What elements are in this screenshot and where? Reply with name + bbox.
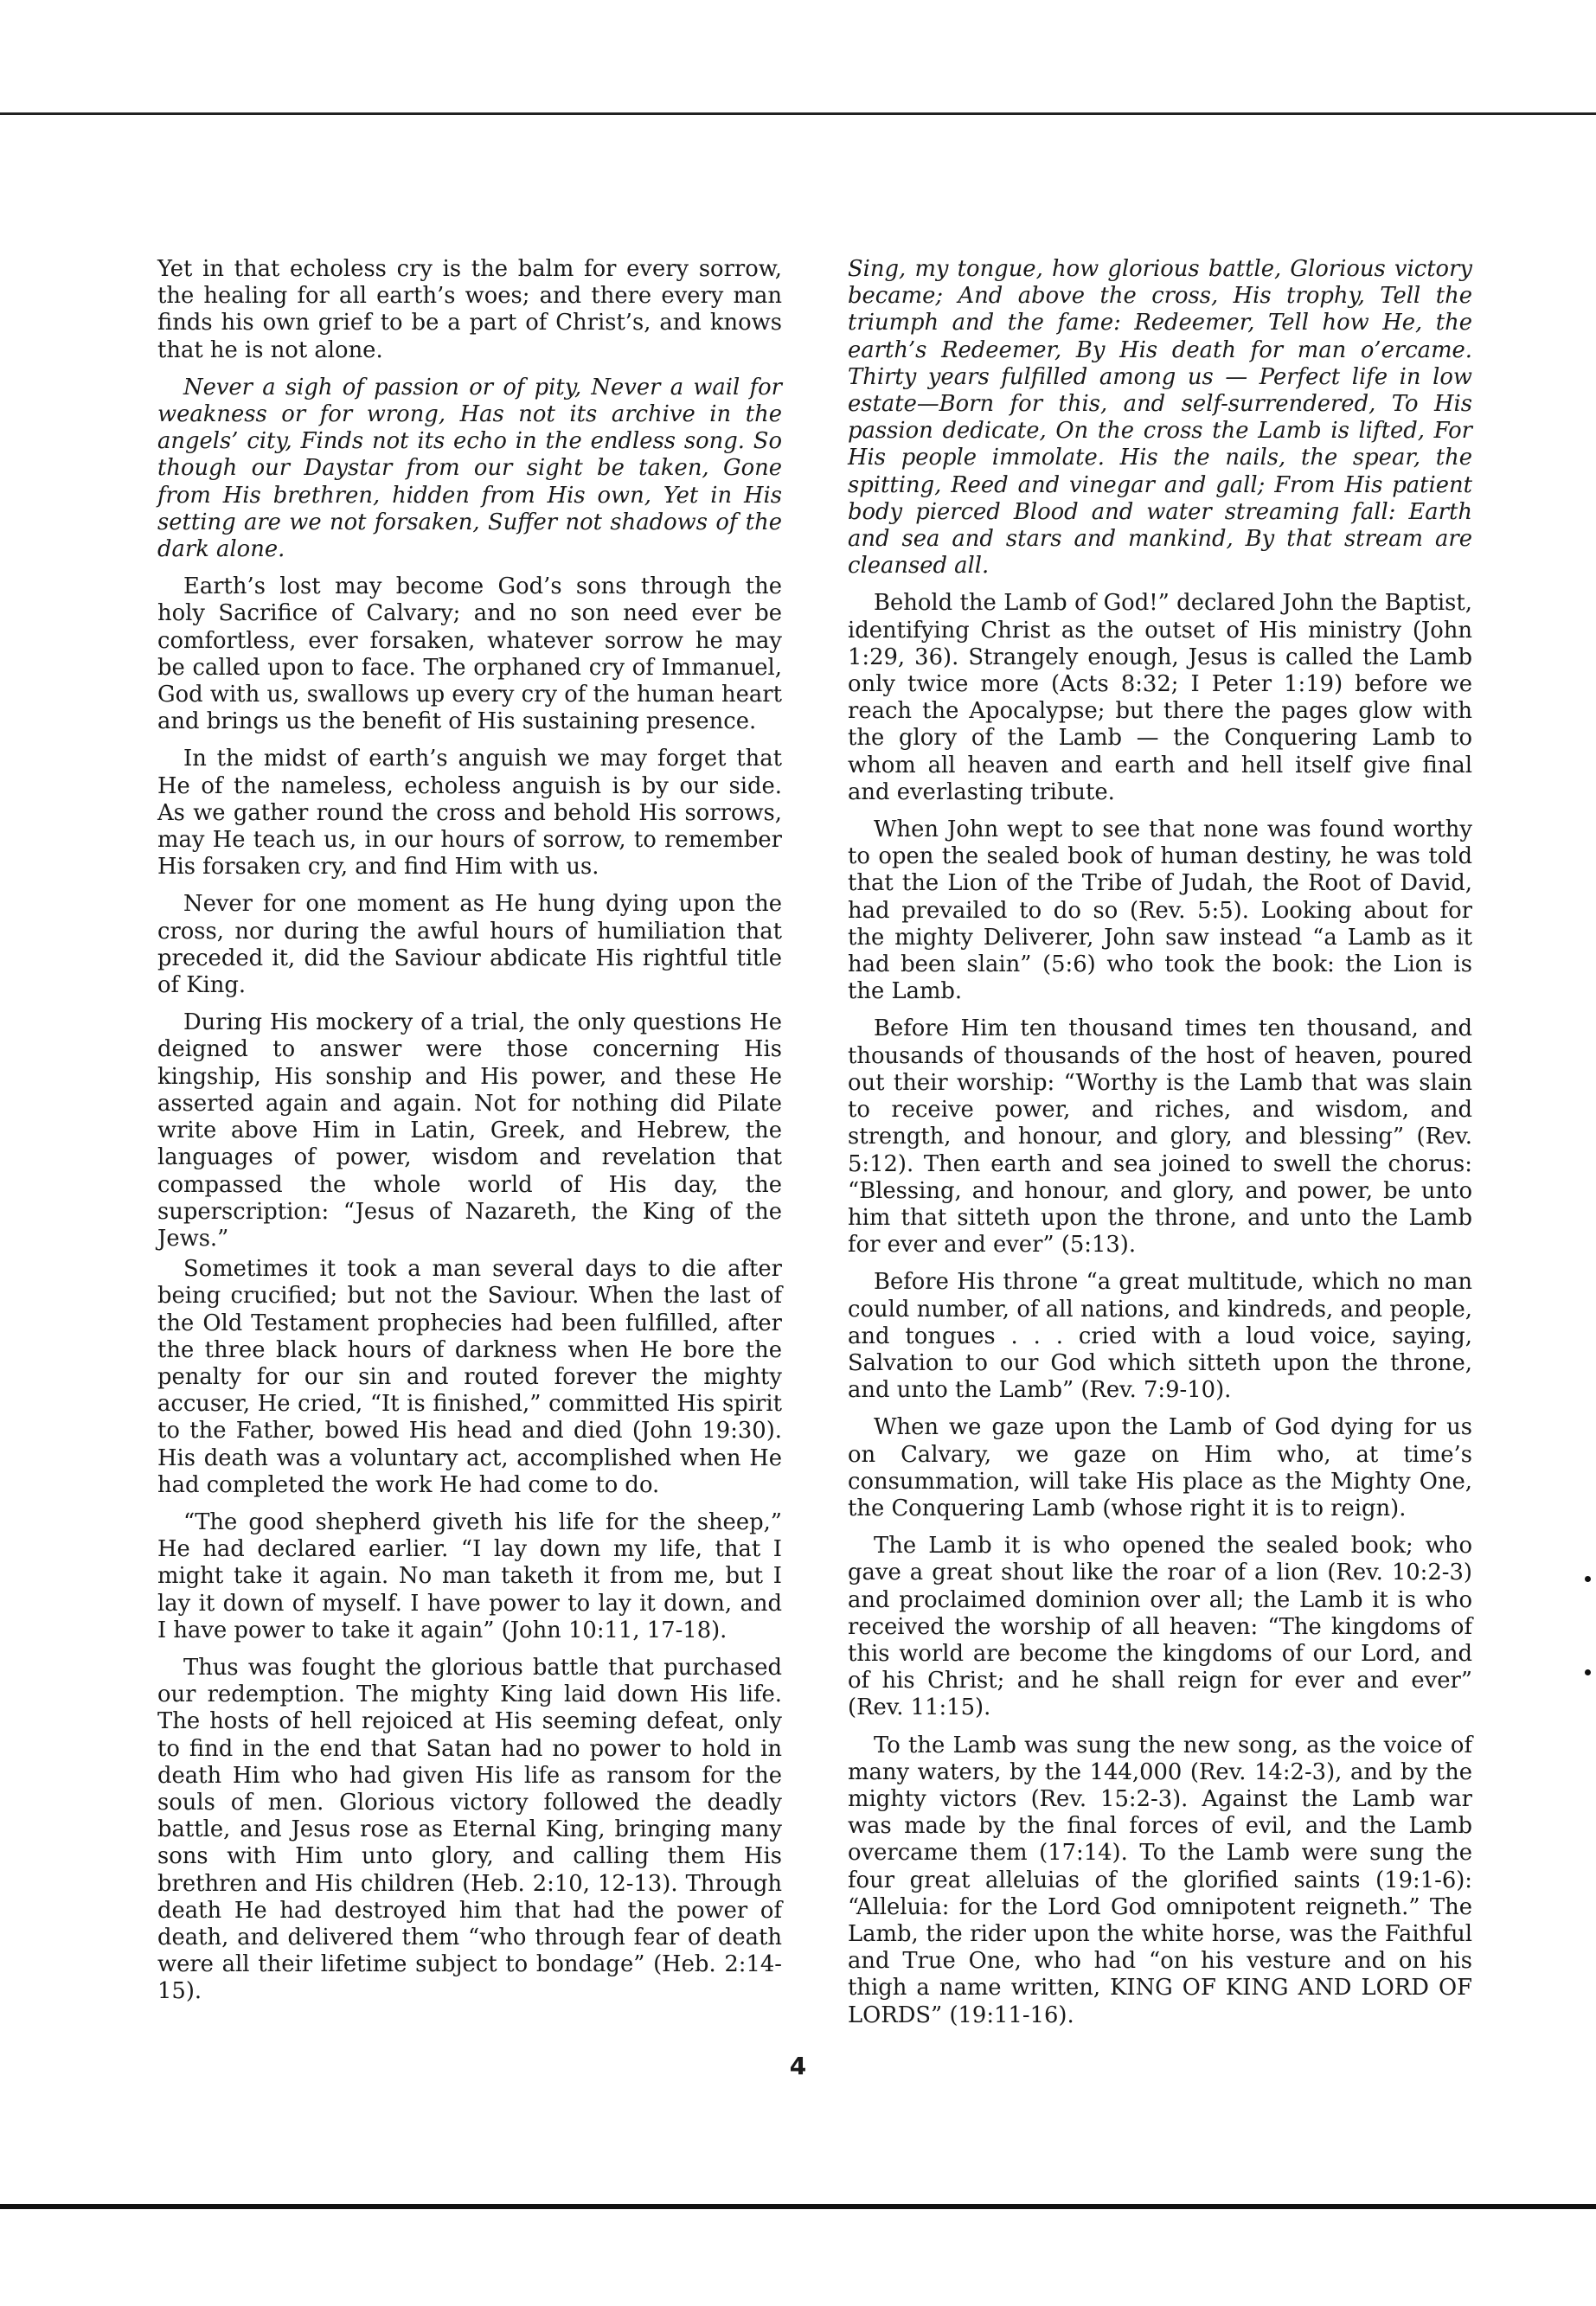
paragraph: To the Lamb was sung the new song, as the voice of many waters, by the 144,000 (Rev. 14:2-3), and by the mighty victors (Rev. 15:2-3). Against the Lamb war was made by the final forces of evil, and the Lamb overcame them (17:14). To the Lamb were sung the four great alleluias of the glorified saints (19:1-6): “Alleluia: for the Lord God omnipotent reigneth.” The Lamb, the rider upon the white horse, was the Faithful and True One, who had “on his vesture and on his thigh a name written, KING OF KING AND LORD OF LORDS” (19:11-16).: [848, 1732, 1472, 2028]
margin-dot: [1585, 1669, 1591, 1675]
paragraph: During His mockery of a trial, the only questions He deigned to answer were those concerning His kingship, His sonship and His power, and these He asserted again and again. Not for nothing did Pilate write above Him in Latin, Greek, and Hebrew, the languages of power, wisdom and revelation that compassed the whole world of His day, the superscription: “Jesus of Nazareth, the King of the Jews.”: [157, 1009, 782, 1252]
paragraph: Never for one moment as He hung dying upon the cross, nor during the awful hours of humiliation that preceded it, did the Saviour abdicate His rightful title of King.: [157, 891, 782, 999]
paragraph: The Lamb it is who opened the sealed book; who gave a great shout like the roar of a lion (Rev. 10:2-3) and proclaimed dominion over all; the Lamb it is who received the worship of all heaven: “The kingdoms of this world are become the kingdoms of our Lord, and of his Christ; and he shall reign for ever and ever” (Rev. 11:15).: [848, 1533, 1472, 1721]
paragraph: When John wept to see that none was found worthy to open the sealed book of human destiny, he was told that the Lion of the Tribe of Judah, the Root of David, had prevailed to do so (Rev. 5:5). Looking about for the mighty Deliverer, John saw instead “a Lamb as it had been slain” (5:6) who took the book: the Lion is the Lamb.: [848, 817, 1472, 1005]
paragraph: In the midst of earth’s anguish we may forget that He of the nameless, echoless anguish is by our side. As we gather round the cross and behold His sorrows, may He teach us, in our hours of sorrow, to remember His forsaken cry, and find Him with us.: [157, 746, 782, 881]
scan-top-margin: [0, 0, 1596, 115]
right-column: [848, 256, 1472, 2040]
paragraph: When we gaze upon the Lamb of God dying for us on Calvary, we gaze on Him who, at time’s consummation, will take His place as the Mighty One, the Conquering Lamb (whose right it is to reign).: [848, 1414, 1472, 1521]
paragraph: Thus was fought the glorious battle that purchased our redemption. The mighty King laid down His life. The hosts of hell rejoiced at His seeming defeat, only to find in the end that Satan had no power to hold in death Him who had given His life as ransom for the souls of men. Glorious victory followed the deadly battle, and Jesus rose as Eternal King, bringing many sons with Him unto glory, and calling them His brethren and His children (Heb. 2:10, 12-13). Through death He had destroyed him that had the power of death, and delivered them “who through fear of death were all their lifetime subject to bondage” (Heb. 2:14-15).: [157, 1654, 782, 2005]
margin-dot: [1585, 1576, 1591, 1582]
paragraph: Before His throne “a great multitude, which no man could number, of all nations, and kindreds, and people, and tongues . . . cried with a loud voice, saying, Salvation to our God which sitteth upon the throne, and unto the Lamb” (Rev. 7:9-10).: [848, 1269, 1472, 1404]
paragraph: Behold the Lamb of God!” declared John the Baptist, identifying Christ as the outset of His ministry (John 1:29, 36). Strangely enough, Jesus is called the Lamb only twice more (Acts 8:32; I Peter 1:19) before we reach the Apocalypse; but there the pages glow with the glory of the Lamb — the Conquering Lamb to whom all heaven and earth and hell itself give final and everlasting tribute.: [848, 590, 1472, 805]
paragraph: Before Him ten thousand times ten thousand, and thousands of thousands of the host of heaven, poured out their worship: “Worthy is the Lamb that was slain to receive power, and riches, and wisdom, and strength, and honour, and glory, and blessing” (Rev. 5:12). Then earth and sea joined to swell the chorus: “Blessing, and honour, and glory, and power, be unto him that sitteth upon the throne, and unto the Lamb for ever and ever” (5:13).: [848, 1015, 1472, 1259]
paragraph: Earth’s lost may become God’s sons through the holy Sacrifice of Calvary; and no son need ever be comfortless, ever forsaken, whatever sorrow he may be called upon to face. The orphaned cry of Immanuel, God with us, swallows up every cry of the human heart and brings us the benefit of His sustaining presence.: [157, 573, 782, 735]
left-column: [157, 256, 782, 2016]
paragraph: Sometimes it took a man several days to die after being crucified; but not the Saviour. When the last of the Old Testament prophecies had been fulfilled, after the three black hours of darkness when He bore the penalty for our sin and routed forever the mighty accuser, He cried, “It is finished,” committed His spirit to the Father, bowed His head and died (John 19:30). His death was a voluntary act, accomplished when He had completed the work He had come to do.: [157, 1256, 782, 1498]
paragraph: Yet in that echoless cry is the balm for every sorrow, the healing for all earth’s woes; and there every man finds his own grief to be a part of Christ’s, and knows that he is not alone.: [157, 256, 782, 363]
page-number: 4: [789, 2052, 807, 2080]
paragraph: “The good shepherd giveth his life for the sheep,” He had declared earlier. “I lay down my life, that I might take it again. No man taketh it from me, but I lay it down of myself. I have power to lay it down, and I have power to take it again” (John 10:11, 17-18).: [157, 1509, 782, 1643]
scan-bottom-margin: [0, 2204, 1596, 2306]
hymn-text: Sing, my tongue, how glorious battle, Glorious victory became; And above the cross, His trophy, Tell the triumph and the fame: Redeemer, Tell how He, the earth’s Redeemer, By His death for man o’ercame. Thirty years fulfilled among us — Perfect life in low estate—Born for this, and self-surrendered, To His passion dedicate, On the cross the Lamb is lifted, For His people immolate. His the nails, the spear, the spitting, Reed and vinegar and gall; From His patient body pierced Blood and water streaming fall: Earth and sea and stars and mankind, By that stream are cleansed all.: [848, 256, 1472, 580]
poem-stanza: Never a sigh of passion or of pity, Never a wail for weakness or for wrong, Has not its archive in the angels’ city, Finds not its echo in the endless song. So though our Daystar from our sight be taken, Gone from His brethren, hidden from His own, Yet in His setting are we not forsaken, Suffer not shadows of the dark alone.: [157, 374, 782, 563]
